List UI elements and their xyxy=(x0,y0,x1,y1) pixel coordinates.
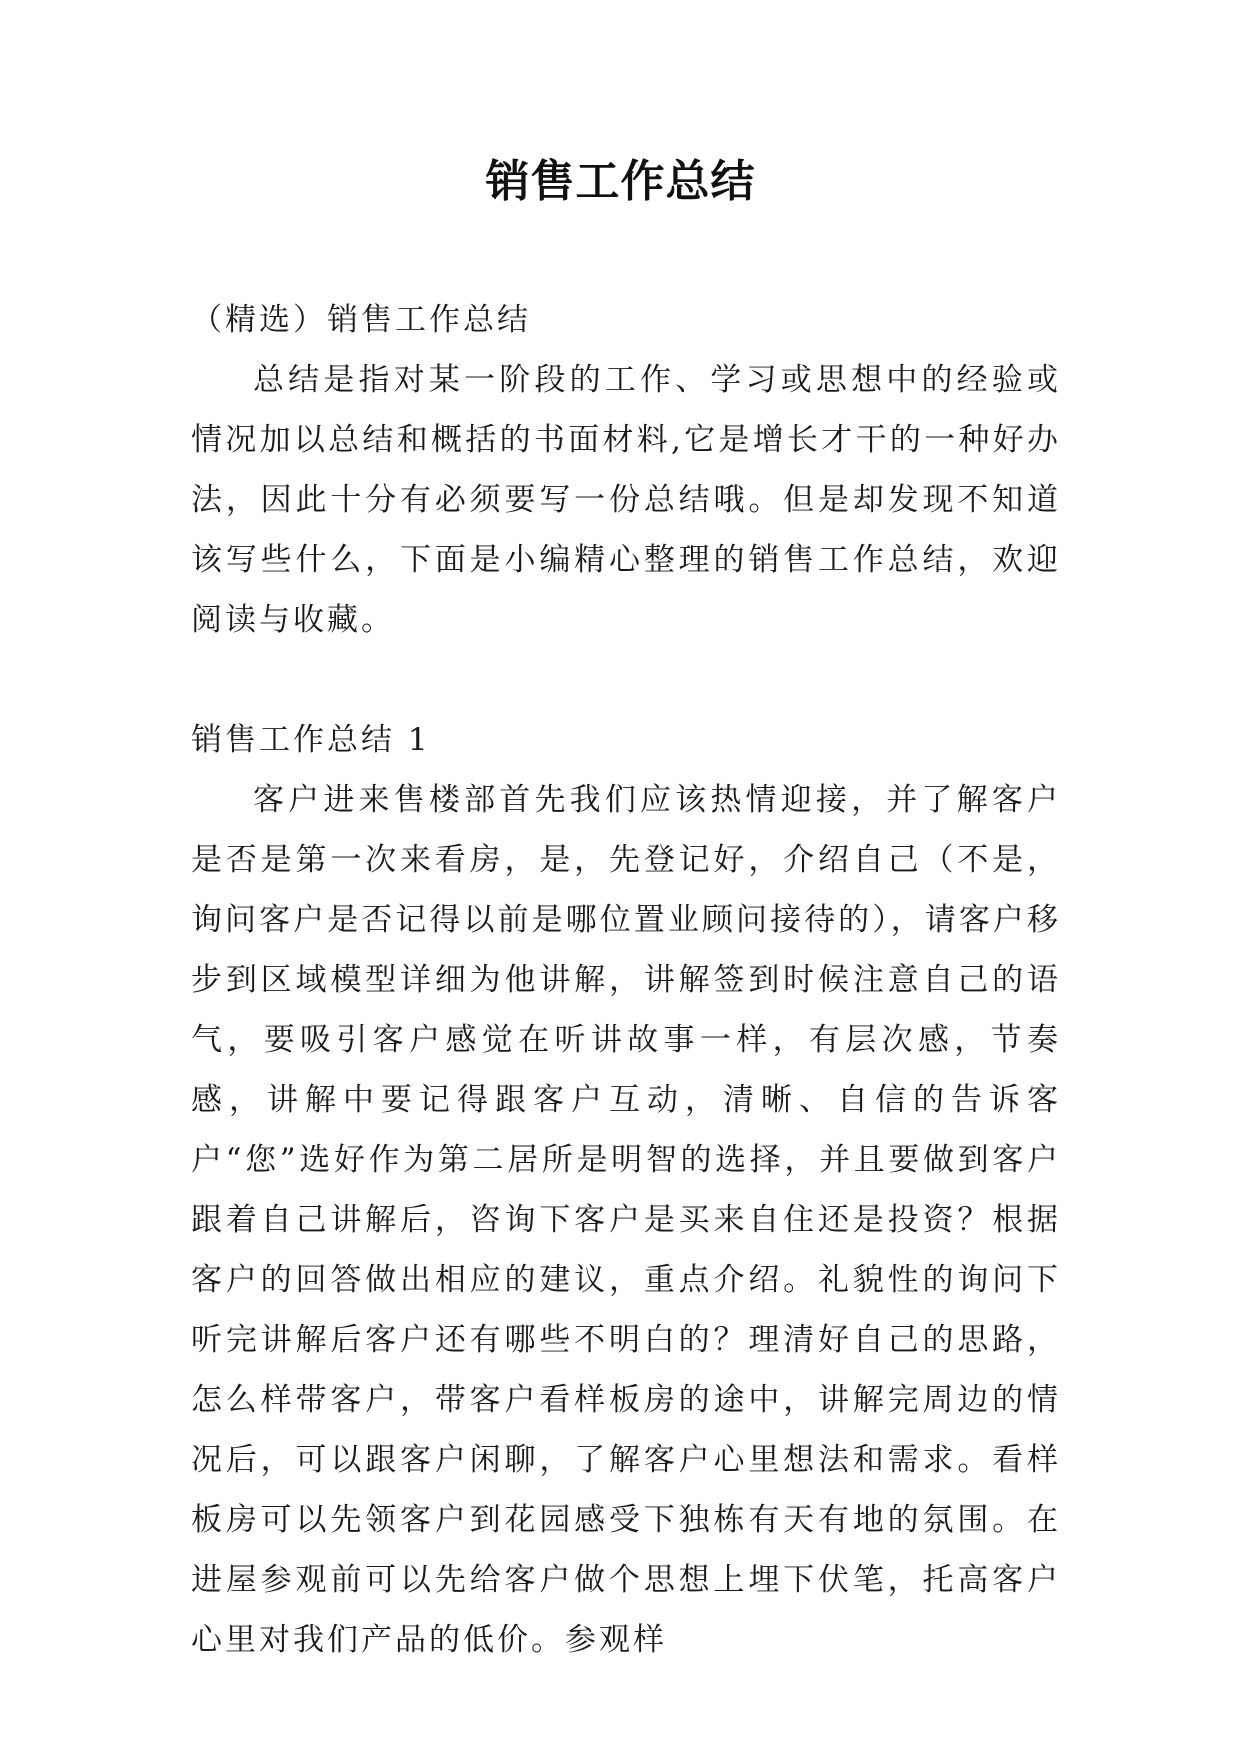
document-subtitle: （精选）销售工作总结 xyxy=(191,302,531,338)
document-body xyxy=(191,290,1061,1670)
section-heading: 销售工作总结 1 xyxy=(191,722,431,758)
section-spacer xyxy=(191,650,1061,710)
intro-paragraph: 总结是指对某一阶段的工作、学习或思想中的经验或情况加以总结和概括的书面材料,它是增长才干的一种好办法，因此十分有必须要写一份总结哦。但是却发现不知道该写些什么，下面是小编精心整理的销售工作总结，欢迎阅读与收藏。 xyxy=(191,362,1061,638)
document-title: 销售工作总结 xyxy=(485,156,756,207)
section-paragraph: 客户进来售楼部首先我们应该热情迎接，并了解客户是否是第一次来看房，是，先登记好，介绍自己（不是，询问客户是否记得以前是哪位置业顾问接待的），请客户移步到区域模型详细为他讲解，讲解签到时候注意自己的语气，要吸引客户感觉在听讲故事一样，有层次感，节奏感，讲解中要记得跟客户互动，清晰、自信的告诉客户“您”选好作为第二居所是明智的选择，并且要做到客户跟着自己讲解后，咨询下客户是买来自住还是投资？根据客户的回答做出相应的建议，重点介绍。礼貌性的询问下听完讲解后客户还有哪些不明白的？理清好自己的思路，怎么样带客户，带客户看样板房的途中，讲解完周边的情况后，可以跟客户闲聊，了解客户心里想法和需求。看样板房可以先领客户到花园感受下独栋有天有地的氛围。在进屋参观前可以先给客户做个思想上埋下伏笔，托高客户心里对我们产品的低价。参观样 xyxy=(191,782,1061,1658)
